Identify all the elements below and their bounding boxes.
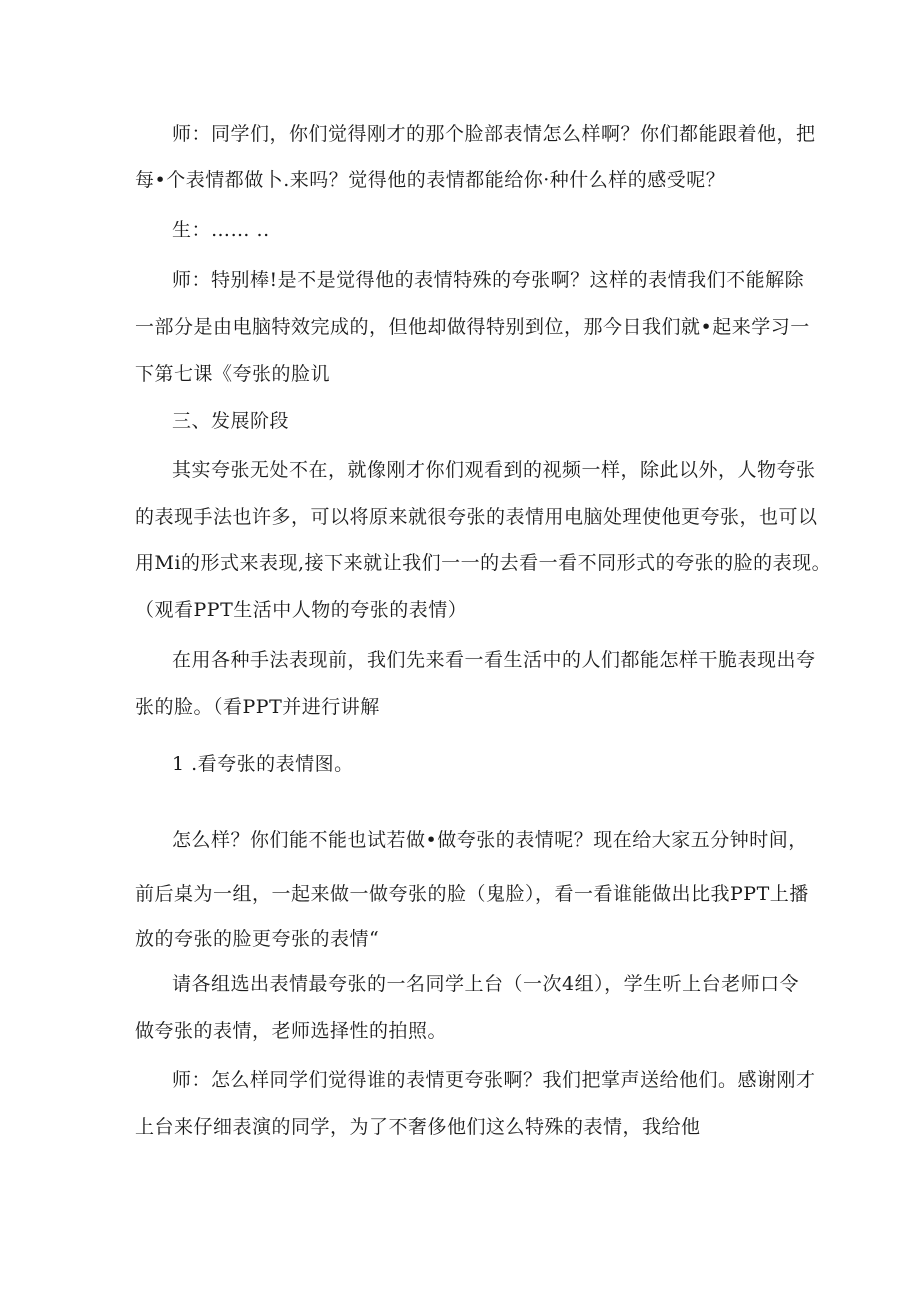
paragraph-line: 师：同学们，你们觉得刚才的那个脸部表情怎么样啊？你们都能跟着他，把: [172, 123, 816, 145]
paragraph-line: 下第七课《夸张的脸讥: [135, 363, 331, 385]
list-item: 1 .看夸张的表情图。: [172, 753, 354, 775]
paragraph-line: 做夸张的表情，老师选择性的拍照。: [135, 1020, 448, 1042]
paragraph-line: 一部分是由电脑特效完成的，但他却做得特别到位，那今日我们就•起来学习一: [135, 316, 810, 338]
paragraph-line: 请各组选出表情最夸张的一名同学上台（一次4组），学生听上台老师口令: [172, 973, 800, 995]
paragraph-line: 上台来仔细表演的同学，为了不奢侈他们这么特殊的表情，我给他: [135, 1116, 701, 1138]
paragraph-line: 每•个表情都做卜.来吗？觉得他的表情都能给你·种什么样的感受呢？: [135, 169, 726, 191]
paragraph-line: 生：…… ..: [172, 219, 270, 241]
paragraph-line: 师：特别棒!是不是觉得他的表情特殊的夸张啊？这样的表情我们不能解除: [172, 269, 805, 291]
paragraph-line: 师：怎么样同学们觉得谁的表情更夸张啊？我们把掌声送给他们。感谢刚才: [172, 1069, 816, 1091]
paragraph-line: 在用各种手法表现前，我们先来看一看生活中的人们都能怎样干脆表现出夸: [172, 649, 816, 671]
paragraph-line: 放的夸张的脸更夸张的表情“: [135, 928, 380, 950]
paragraph-line: 怎么样？你们能不能也试若做•做夸张的表情呢？现在给大家五分钟时间，: [172, 829, 808, 851]
section-heading: 三、发展阶段: [172, 410, 290, 432]
paragraph-line: 的表现手法也许多，可以将原来就很夸张的表情用电脑处理使他更夸张，也可以: [135, 506, 818, 528]
paragraph-line: 其实夸张无处不在，就像刚才你们观看到的视频一样，除此以外，人物夸张: [172, 459, 816, 481]
paragraph-line: 用Mi的形式来表现,接下来就让我们一一的去看一看不同形式的夸张的脸的表现。: [135, 552, 832, 574]
paragraph-line: 前后桌为一组，一起来做一做夸张的脸（鬼脸），看一看谁能做出比我PPT上播: [135, 883, 809, 905]
paragraph-line: 张的脸。（看PPT并进行讲解: [135, 696, 380, 718]
paragraph-line: （观看PPT生活中人物的夸张的表情）: [135, 599, 468, 621]
